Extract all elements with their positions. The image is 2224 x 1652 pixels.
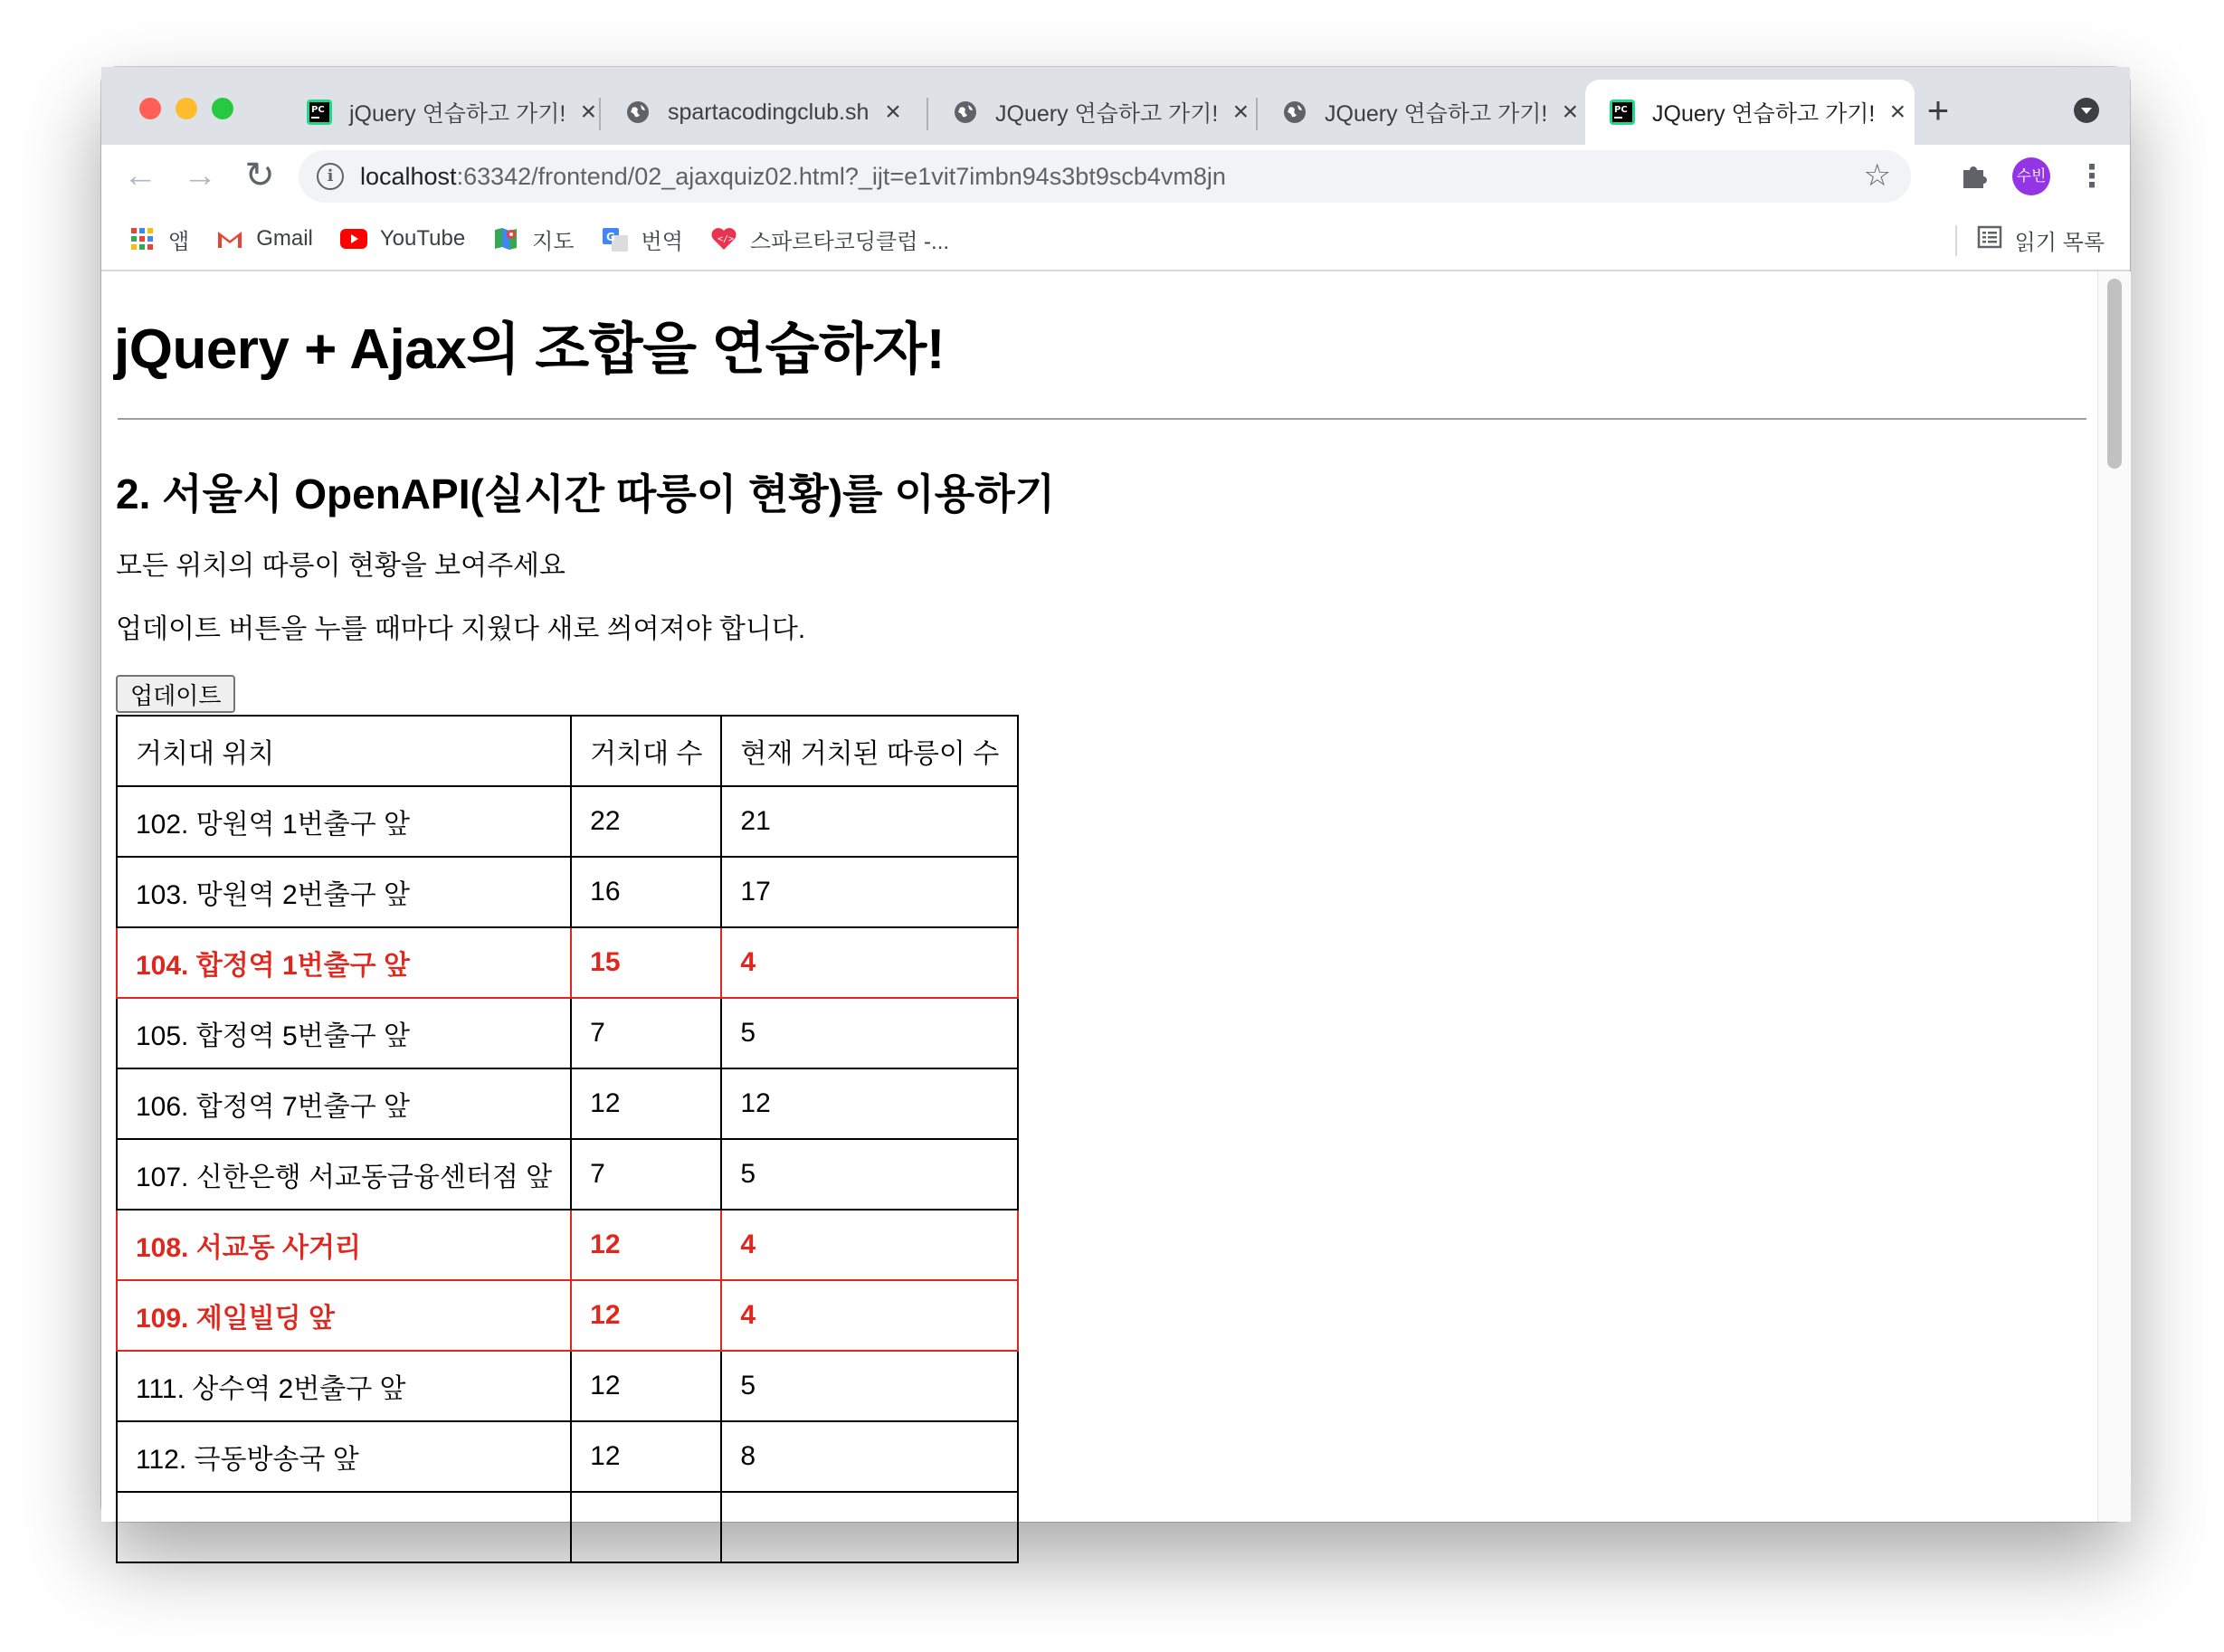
cell-bikes: 17 — [721, 857, 1018, 927]
close-icon[interactable]: × — [885, 97, 901, 127]
cell-racks: 12 — [571, 1210, 721, 1280]
cell-bikes: 5 — [721, 1351, 1018, 1421]
update-button[interactable]: 업데이트 — [116, 675, 235, 713]
bookmark-star-icon[interactable]: ☆ — [1863, 158, 1891, 193]
browser-window — [101, 67, 2130, 1522]
cell-bikes: 4 — [721, 1210, 1018, 1280]
reading-list-button[interactable] — [1955, 224, 2105, 256]
bike-status-table — [116, 715, 1019, 1563]
pycharm-icon — [306, 99, 333, 126]
table-body — [117, 786, 1018, 1562]
cell-racks: 7 — [571, 998, 721, 1068]
url-host: localhost — [360, 162, 457, 190]
cell-racks: 12 — [571, 1351, 721, 1421]
svg-text:</>: </> — [717, 234, 734, 244]
cell-racks — [571, 1492, 721, 1562]
bookmark-translate[interactable] — [602, 223, 683, 255]
bookmark-apps[interactable] — [128, 223, 189, 255]
svg-text:PC: PC — [311, 105, 325, 115]
bookmark-gmail[interactable] — [216, 225, 313, 252]
youtube-icon — [340, 225, 367, 252]
translate-icon — [602, 225, 629, 252]
bookmark-label: Gmail — [256, 226, 313, 251]
tab-title: JQuery 연습하고 가기! — [1325, 101, 1548, 127]
cell-bikes: 12 — [721, 1068, 1018, 1139]
scrollbar-thumb[interactable] — [2107, 279, 2122, 469]
globe-icon — [1281, 99, 1308, 126]
tab-strip — [101, 67, 2130, 145]
svg-text:G: G — [605, 231, 615, 243]
minimize-window-button[interactable] — [176, 98, 197, 119]
bookmarks-separator — [1955, 225, 1957, 256]
bookmark-spartacoding[interactable] — [710, 223, 949, 255]
bookmark-label: 지도 — [532, 229, 575, 254]
table-row — [117, 998, 1018, 1068]
cell-location: 109. 제일빌딩 앞 — [117, 1280, 571, 1351]
table-row — [117, 927, 1018, 998]
extensions-puzzle-icon[interactable] — [1958, 159, 1991, 192]
profile-avatar[interactable]: 수빈 — [2012, 157, 2050, 195]
cell-bikes — [721, 1492, 1018, 1562]
table-row — [117, 1280, 1018, 1351]
table-row — [117, 1351, 1018, 1421]
cell-location: 105. 합정역 5번출구 앞 — [117, 998, 571, 1068]
cell-racks: 16 — [571, 857, 721, 927]
maps-icon — [492, 225, 519, 252]
bookmark-youtube[interactable] — [340, 225, 465, 252]
svg-text:PC: PC — [1614, 105, 1628, 115]
tab-title: jQuery 연습하고 가기! — [349, 101, 566, 127]
table-row — [117, 857, 1018, 927]
cell-bikes: 4 — [721, 1280, 1018, 1351]
section-title: 2. 서울시 OpenAPI(실시간 따릉이 현황)를 이용하기 — [116, 470, 1056, 517]
new-tab-button[interactable]: + — [1926, 89, 1950, 131]
forward-arrow-icon[interactable]: → — [183, 157, 217, 195]
table-header-row — [117, 716, 1018, 786]
cell-location: 108. 서교동 사거리 — [117, 1210, 571, 1280]
page-content — [101, 271, 2097, 1522]
tab-4[interactable] — [1258, 80, 1583, 145]
tab-3[interactable] — [928, 80, 1254, 145]
back-arrow-icon[interactable]: ← — [123, 157, 157, 195]
globe-icon — [952, 99, 979, 126]
cell-racks: 15 — [571, 927, 721, 998]
tab-title: JQuery 연습하고 가기! — [1652, 101, 1876, 127]
toolbar — [101, 145, 2130, 208]
cell-racks: 7 — [571, 1139, 721, 1210]
apps-grid-icon — [128, 225, 156, 252]
tab-search-icon[interactable] — [2074, 98, 2099, 123]
cell-location: 112. 극동방송국 앞 — [117, 1421, 571, 1492]
bookmark-label: YouTube — [379, 226, 466, 251]
cell-location: 107. 신한은행 서교동금융센터점 앞 — [117, 1139, 571, 1210]
cell-location: 106. 합정역 7번출구 앞 — [117, 1068, 571, 1139]
page-scrollbar[interactable] — [2097, 271, 2131, 1522]
table-row — [117, 1068, 1018, 1139]
cell-location — [117, 1492, 571, 1562]
description-2: 업데이트 버튼을 누를 때마다 지웠다 새로 씌여져야 합니다. — [116, 614, 806, 644]
bookmarks-bar — [101, 208, 2130, 271]
close-icon[interactable]: × — [580, 97, 597, 127]
table-row — [117, 1210, 1018, 1280]
url-text[interactable] — [360, 163, 1226, 191]
table-row — [117, 1492, 1018, 1562]
table-row — [117, 1421, 1018, 1492]
address-bar[interactable] — [299, 150, 1911, 203]
cell-racks: 22 — [571, 786, 721, 857]
spartacoding-icon — [710, 225, 737, 252]
close-window-button[interactable] — [139, 98, 161, 119]
gmail-icon — [216, 225, 243, 252]
tab-title: JQuery 연습하고 가기! — [995, 101, 1219, 127]
horizontal-rule — [118, 418, 2086, 420]
cell-bikes: 8 — [721, 1421, 1018, 1492]
reading-list-icon — [1977, 224, 2002, 256]
tab-5-active[interactable] — [1585, 80, 1915, 145]
cell-bikes: 4 — [721, 927, 1018, 998]
bookmark-maps[interactable] — [492, 223, 574, 255]
bookmark-label: 스파르타코딩클럽 -... — [749, 229, 950, 254]
cell-location: 104. 합정역 1번출구 앞 — [117, 927, 571, 998]
header-location: 거치대 위치 — [117, 716, 571, 786]
info-icon[interactable]: i — [317, 163, 344, 190]
pycharm-icon — [1609, 99, 1636, 126]
cell-location: 102. 망원역 1번출구 앞 — [117, 786, 571, 857]
table-row — [117, 786, 1018, 857]
bookmark-label: 번역 — [641, 229, 683, 254]
close-icon[interactable]: × — [1232, 97, 1250, 127]
header-bikes: 현재 거치된 따릉이 수 — [721, 716, 1018, 786]
bookmark-label: 앱 — [168, 229, 190, 254]
tab-1[interactable] — [282, 80, 595, 145]
cell-bikes: 5 — [721, 1139, 1018, 1210]
reading-list-label: 읽기 목록 — [2014, 231, 2105, 255]
reload-icon[interactable]: ↻ — [244, 156, 275, 195]
cell-racks: 12 — [571, 1068, 721, 1139]
more-menu-icon[interactable]: ⋮ — [2077, 159, 2107, 194]
cell-bikes: 21 — [721, 786, 1018, 857]
tab-2[interactable] — [601, 80, 923, 145]
globe-icon — [624, 99, 651, 126]
tab-title: spartacodingclub.sh — [668, 99, 870, 125]
cell-racks: 12 — [571, 1280, 721, 1351]
cell-location: 111. 상수역 2번출구 앞 — [117, 1351, 571, 1421]
close-icon[interactable]: × — [1562, 97, 1579, 127]
maximize-window-button[interactable] — [212, 98, 233, 119]
cell-bikes: 5 — [721, 998, 1018, 1068]
description-1: 모든 위치의 따릉이 현황을 보여주세요 — [116, 551, 566, 581]
page-title: jQuery + Ajax의 조합을 연습하자! — [114, 318, 945, 381]
cell-racks: 12 — [571, 1421, 721, 1492]
cell-location: 103. 망원역 2번출구 앞 — [117, 857, 571, 927]
header-racks: 거치대 수 — [571, 716, 721, 786]
table-row — [117, 1139, 1018, 1210]
url-path: :63342/frontend/02_ajaxquiz02.html?_ijt=e1vit7imbn94s3bt9scb4vm8jn — [456, 162, 1226, 190]
close-icon[interactable]: × — [1889, 97, 1906, 127]
